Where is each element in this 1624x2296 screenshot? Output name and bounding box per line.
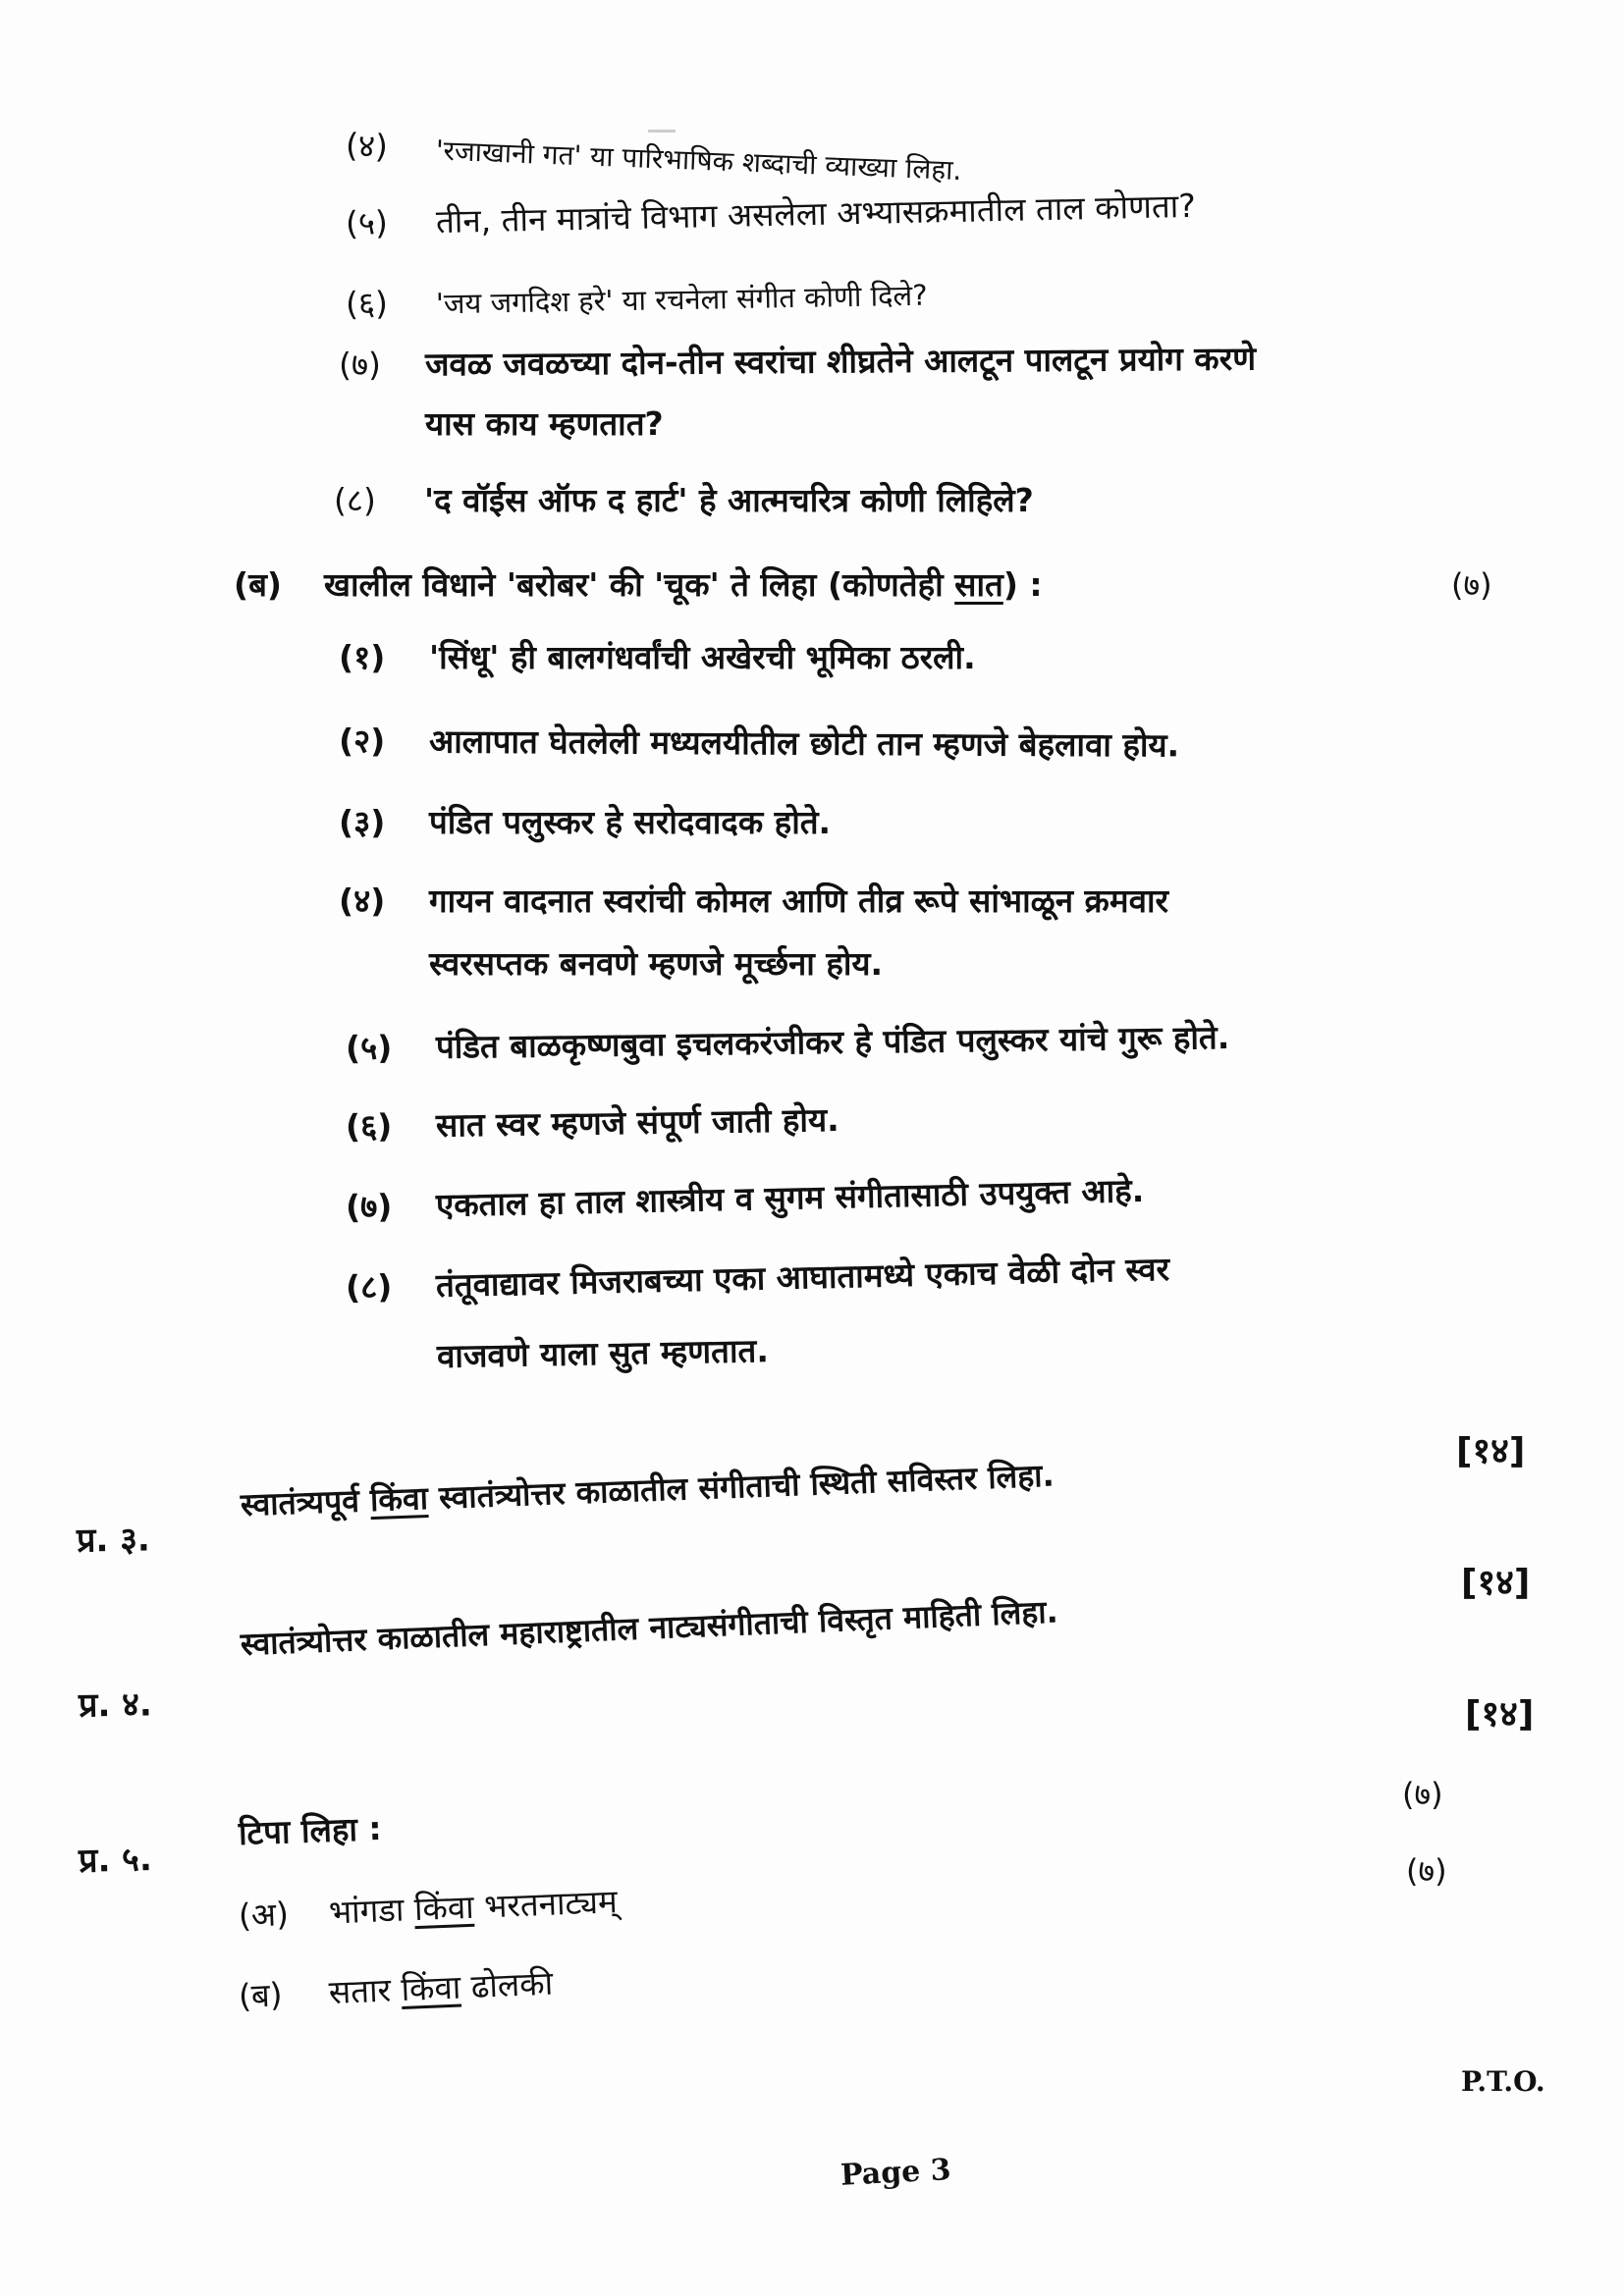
q5b-item [238,1964,554,2016]
item-text: सात स्वर म्हणजे संपूर्ण जाती होय. [435,1099,839,1145]
item-text: तंतूवाद्यावर मिजराबच्या एका आघातामध्ये एकाच वेळी दोन स्वर [435,1249,1170,1305]
list-item [346,1171,1145,1227]
q4-text: स्वातंत्र्योत्तर काळातील महाराष्ट्रातील नाट्यसंगीताची विस्तृत माहिती लिहा. [240,1592,1059,1663]
item-text: तीन, तीन मात्रांचे विभाग असलेला अभ्यासक्रमातील ताल कोणता? [435,186,1197,241]
section-b-marks: (७) [1451,566,1492,604]
item-number: (७) [338,345,382,384]
underlined-word: सात [954,565,1003,604]
item-number: (१) [339,638,386,676]
item-text: 'द वॉईस ऑफ द हार्ट' हे आत्मचरित्र कोणी लिहिले? [424,481,1034,519]
list-item [339,721,1179,765]
item-text: एकताल हा ताल शास्त्रीय व सुगम संगीतासाठी उपयुक्त आहे. [435,1170,1145,1225]
list-item [339,881,1168,921]
section-b-instruction: खालील विधाने 'बरोबर' की 'चूक' ते लिहा (कोणतेही [324,565,955,604]
item-text-continued: स्वरसप्तक बनवणे म्हणजे मूर्च्छना होय. [429,944,884,983]
list-item [346,1100,839,1147]
q5b-marks: (७) [1406,1852,1447,1890]
q5a-text-end: भरतनाट्यम् [472,1882,619,1926]
list-item [346,187,1197,243]
underlined-word: किंवा [400,1967,462,2009]
item-number: (७) [345,1187,393,1226]
item-number: (अ) [238,1895,290,1935]
q3-marks: [१४] [1456,1431,1526,1471]
item-text: 'सिंधू' ही बालगंधर्वांची अखेरची भूमिका ठरली. [429,638,976,676]
item-text: 'रजाखानी गत' या पारिभाषिक शब्दाची व्याख्या लिहा. [435,133,963,187]
q4-marks: [१४] [1461,1563,1531,1603]
list-item [346,1250,1170,1308]
item-number: (६) [345,1106,393,1146]
item-number: (३) [339,803,386,841]
q5-text: टिपा लिहा : [238,1808,383,1852]
item-text: आलापात घेतलेली मध्यलयीतील छोटी तान म्हणजे बेहलावा होय. [428,721,1180,765]
item-number: (४) [339,881,386,920]
item-number: (८) [334,481,376,519]
list-item [339,638,976,677]
page-number: Page 3 [839,2153,952,2193]
section-b-label: (ब) [234,565,283,604]
item-number: (६) [345,284,389,323]
scan-smudge [648,130,676,133]
item-number: (४) [345,126,389,166]
item-number: (५) [345,1028,393,1067]
list-item [346,275,928,324]
q3-text-start: स्वातंत्र्यपूर्व [240,1481,371,1523]
item-text: पंडित बाळकृष्णबुवा इचलकरंजीकर हे पंडित पलुस्कर यांचे गुरू होते. [435,1018,1230,1066]
item-number: (५) [345,203,389,242]
item-text-continued: वाजवणे याला सुत म्हणतात. [436,1331,770,1375]
item-text: जवळ जवळच्या दोन-तीन स्वरांचा शीघ्रतेने आलटून पालटून प्रयोग करणे [424,339,1257,384]
item-text: गायन वादनात स्वरांची कोमल आणि तीव्र रूपे सांभाळून क्रमवार [429,881,1168,920]
item-text-continued: यास काय म्हणतात? [425,404,664,443]
list-item [339,803,831,842]
section-b-instruction-end: ) : [1002,565,1043,604]
list-item [334,481,1034,520]
q3-text [240,1457,1055,1524]
item-text: पंडित पलुस्कर हे सरोदवादक होते. [429,803,832,841]
q5-number: प्र. ५. [78,1840,153,1881]
q4-number: प्र. ४. [78,1684,153,1726]
item-number: (८) [345,1266,393,1307]
pto-label: P.T.O. [1461,2065,1545,2098]
q5a-marks: (७) [1402,1776,1443,1813]
q5b-text-start: सतार [328,1970,403,2012]
list-item [339,339,1256,384]
item-number: (२) [338,721,386,761]
q3-text-end: स्वातंत्र्योत्तर काळातील संगीताची स्थिती सविस्तर लिहा. [427,1456,1056,1517]
q5-marks: [१४] [1465,1694,1535,1735]
q5a-text-start: भांगडा [328,1890,415,1932]
item-text: 'जय जगदिश हरे' या रचनेला संगीत कोणी दिले? [435,278,928,321]
q3-number: प्र. ३. [76,1520,151,1561]
section-b-heading [234,565,1043,605]
list-item [345,126,962,188]
list-item [346,1018,1230,1068]
q5a-item [238,1882,618,1935]
underlined-word: किंवा [369,1479,429,1520]
item-number: (ब) [238,1975,284,2015]
underlined-word: किंवा [413,1887,475,1929]
q5b-text-end: ढोलकी [460,1963,554,2006]
